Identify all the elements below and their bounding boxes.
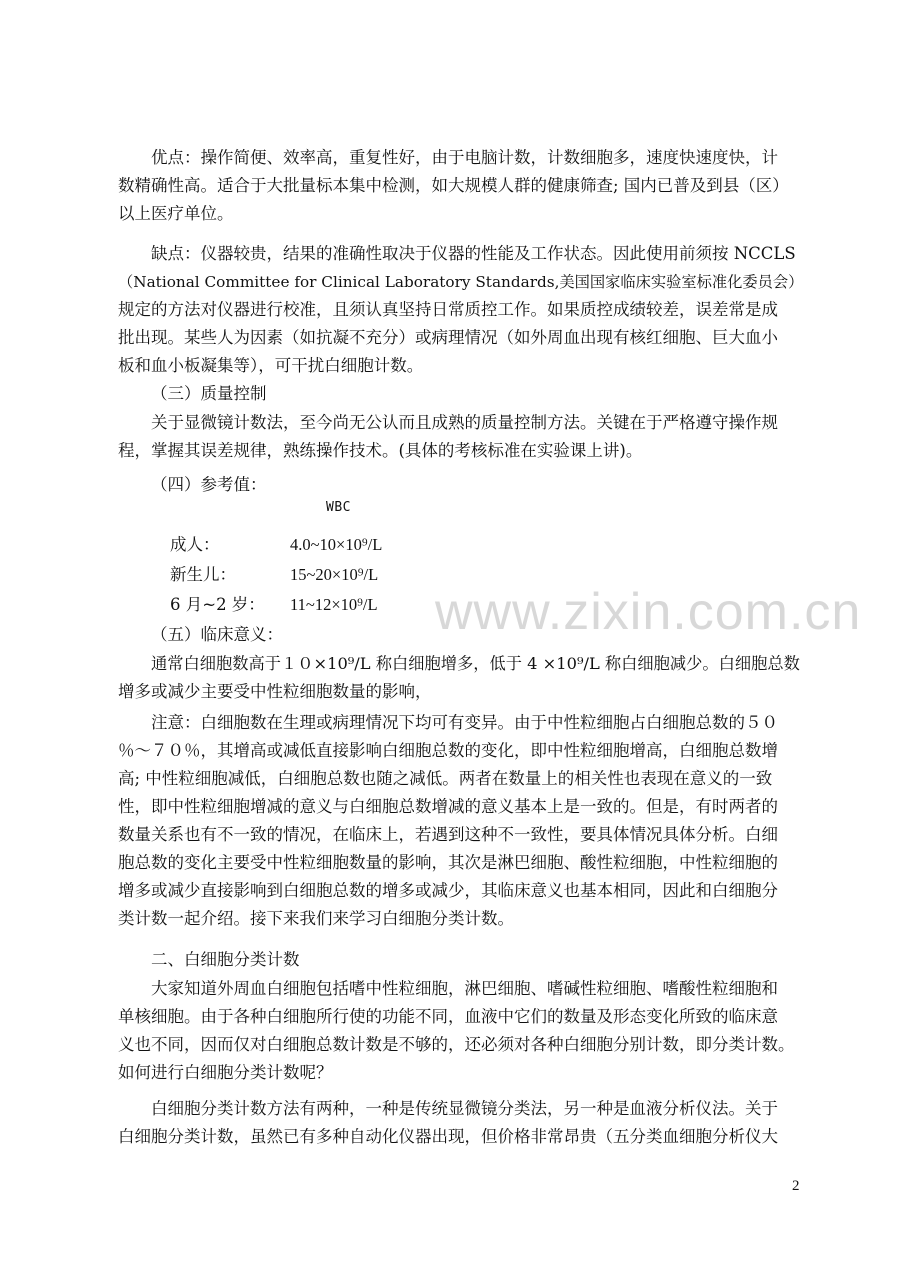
text-line: 胞总数的变化主要受中性粒细胞数量的影响，其次是淋巴细胞、酸性粒细胞，中性粒细胞的 (118, 853, 778, 872)
text-line: 性，即中性粒细胞增减的意义与白细胞总数增减的意义基本上是一致的。但是，有时两者的 (118, 797, 778, 816)
paragraph-advantages (118, 144, 804, 228)
text-line: 增多或减少主要受中性粒细胞数量的影响， (118, 682, 432, 701)
reference-value: 11~12×10⁹/L (290, 595, 378, 614)
paragraph-clinical-significance (118, 650, 804, 706)
reference-value: 15~20×10⁹/L (290, 565, 379, 584)
text-line: 义也不同，因而仅对白细胞总数计数是不够的，还必须对各种白细胞分别计数，即分类计数。 (118, 1035, 795, 1054)
reference-value: 4.0~10×10⁹/L (290, 535, 383, 554)
paragraph-note (118, 709, 804, 933)
text-line: 单核细胞。由于各种白细胞所行使的功能不同，血液中它们的数量及形态变化所致的临床意 (118, 1007, 778, 1026)
text-line: 程，掌握其误差规律，熟练操作技术。(具体的考核标准在实验课上讲)。 (118, 441, 643, 460)
text-line: 白细胞分类计数，虽然已有多种自动化仪器出现，但价格非常昂贵（五分类血细胞分析仪大 (118, 1127, 778, 1146)
reference-label: 成人： (170, 535, 220, 554)
text-line: 板和血小板凝集等），可干扰白细胞计数。 (118, 356, 424, 375)
text-line: 白细胞分类计数方法有两种，一种是传统显微镜分类法，另一种是血液分析仪法。关于 (151, 1099, 778, 1118)
wbc-column-header: WBC (326, 500, 351, 515)
text-line: 类计数一起介绍。接下来我们来学习白细胞分类计数。 (118, 909, 514, 928)
text-line: 大家知道外周血白细胞包括嗜中性粒细胞，淋巴细胞、嗜碱性粒细胞、嗜酸性粒细胞和 (151, 979, 778, 998)
text-line: 批出现。某些人为因素（如抗凝不充分）或病理情况（如外周血出现有核红细胞、巨大血小 (118, 328, 778, 347)
text-line: （National Committee for Clinical Laboratory Standards,美国国家临床实验室标准化委员会） (118, 273, 804, 291)
text-line: 数量关系也有不一致的情况，在临床上，若遇到这种不一致性，要具体情况具体分析。白细 (118, 825, 778, 844)
text-line: 缺点：仪器较贵，结果的准确性取决于仪器的性能及工作状态。因此使用前须按 NCCLS (151, 244, 796, 263)
section-heading-clinical-significance: （五）临床意义： (151, 625, 283, 644)
page-number: 2 (792, 1178, 800, 1194)
watermark: www.zixin.com.cn (435, 583, 862, 641)
text-line: 规定的方法对仪器进行校准，且须认真坚持日常质控工作。如果质控成绩较差，误差常是成 (118, 300, 778, 319)
text-line: 增多或减少直接影响到白细胞总数的增多或减少，其临床意义也基本相同，因此和白细胞分 (118, 881, 778, 900)
text-line: 以上医疗单位。 (118, 204, 234, 223)
paragraph-disadvantages (118, 240, 804, 380)
reference-label: 6 月~2 岁： (170, 595, 265, 614)
section-heading-reference: （四）参考值： (151, 475, 267, 494)
section-heading-quality-control: （三）质量控制 (151, 384, 267, 403)
paragraph-quality-control (118, 409, 804, 465)
text-line: 注意：白细胞数在生理或病理情况下均可有变异。由于中性粒细胞占白细胞总数的５０ (151, 713, 778, 732)
text-line: 数精确性高。适合于大批量标本集中检测，如大规模人群的健康筛查; 国内已普及到县（区） (118, 176, 789, 195)
text-line: ％～７０％，其增高或减低直接影响白细胞总数的变化，即中性粒细胞增高，白细胞总数增 (118, 741, 778, 760)
paragraph-white-cell-types (118, 975, 804, 1087)
paragraph-count-methods (118, 1095, 804, 1151)
text-line: 通常白细胞数高于１０×10⁹/L 称白细胞增多，低于 4 ×10⁹/L 称白细胞减少。白细胞总数 (151, 654, 800, 673)
text-line: 高; 中性粒细胞减低，白细胞总数也随之减低。两者在数量上的相关性也表现在意义的一致 (118, 769, 773, 788)
section-heading-differential-count: 二、白细胞分类计数 (151, 950, 300, 969)
text-line: 关于显微镜计数法，至今尚无公认而且成熟的质量控制方法。关键在于严格遵守操作规 (151, 413, 778, 432)
text-line: 如何进行白细胞分类计数呢？ (118, 1063, 333, 1082)
reference-label: 新生儿： (170, 565, 236, 584)
text-line: 优点：操作简便、效率高，重复性好，由于电脑计数，计数细胞多，速度快速度快，计 (151, 148, 778, 167)
